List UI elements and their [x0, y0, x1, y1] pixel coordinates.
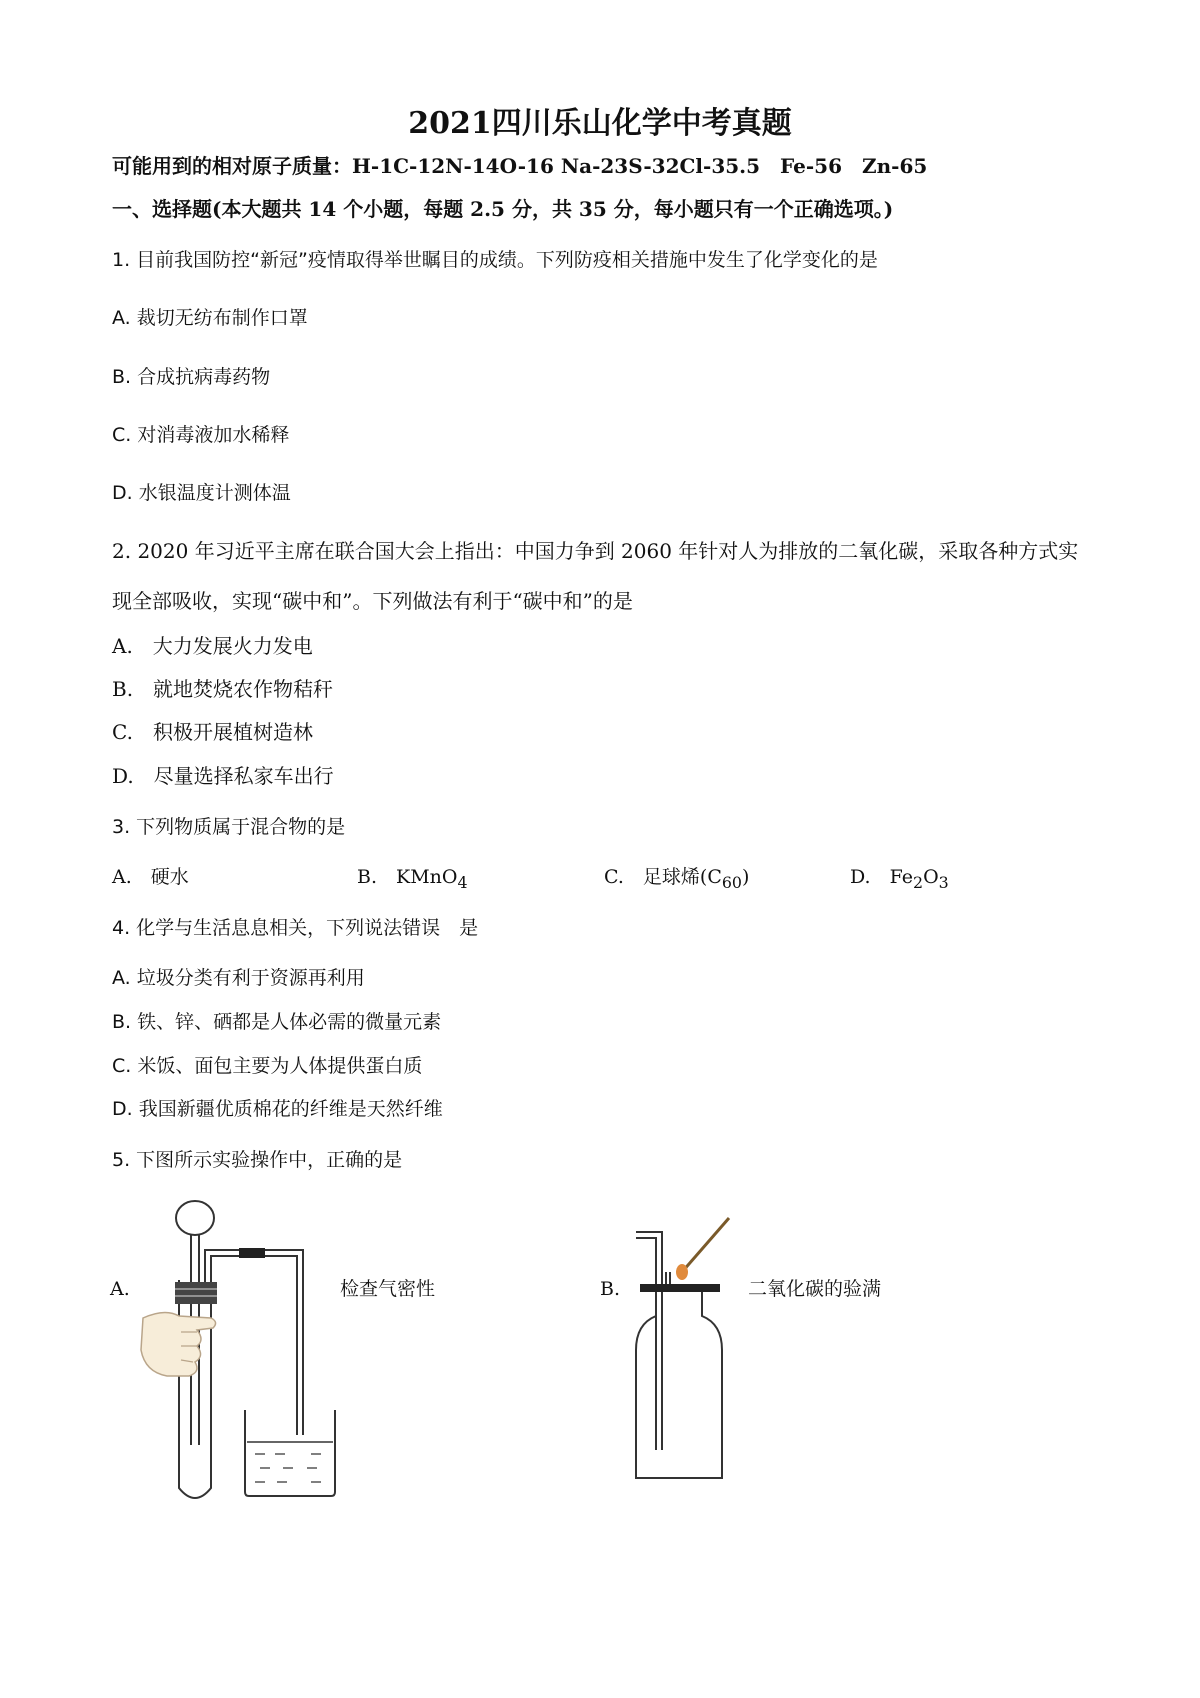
- option-c-suffix: ): [742, 866, 750, 888]
- question-5-option-a-letter: A.: [110, 1278, 130, 1300]
- subscript: 60: [721, 872, 743, 892]
- section-heading: 一、选择题(本大题共 14 个小题，每题 2.5 分，共 35 分，每小题只有一个正确选项。): [112, 197, 894, 221]
- question-2-stem-line1: 2. 2020 年习近平主席在联合国大会上指出：中国力争到 2060 年针对人为排放的二氧化碳，采取各种方式实: [112, 539, 1079, 563]
- question-2-stem-line2: 现全部吸收，实现“碳中和”。下列做法有利于“碳中和”的是: [112, 589, 633, 613]
- question-2-option-a: A. 大力发展火力发电: [112, 634, 313, 658]
- subscript: 4: [457, 872, 468, 892]
- question-4-option-a: A. 垃圾分类有利于资源再利用: [112, 967, 365, 989]
- question-3-option-b: [357, 863, 468, 897]
- question-3-option-d: [850, 863, 949, 897]
- page-title: 2021四川乐山化学中考真题: [408, 106, 792, 141]
- subscript: 2: [912, 872, 924, 892]
- question-2-option-c: C. 积极开展植树造林: [112, 720, 313, 744]
- question-2-option-d: D. 尽量选择私家车出行: [112, 764, 334, 788]
- question-3-option-c: [604, 863, 749, 897]
- option-b-text: B. KMnO: [357, 866, 458, 888]
- question-1-stem: 1. 目前我国防控“新冠”疫情取得举世瞩目的成绩。下列防疫相关措施中发生了化学变化的是: [112, 249, 878, 271]
- question-4-stem: 4. 化学与生活息息相关，下列说法错误 是: [112, 917, 479, 939]
- question-5-option-b-letter: B.: [600, 1278, 621, 1300]
- option-d-text: D. Fe: [850, 866, 913, 888]
- question-5-stem: 5. 下图所示实验操作中，正确的是: [112, 1149, 403, 1171]
- subscript: 3: [938, 872, 949, 892]
- question-2-option-b: B. 就地焚烧农作物秸秆: [112, 677, 334, 701]
- airtightness-check-figure: [135, 1190, 345, 1510]
- question-4-option-c: C. 米饭、面包主要为人体提供蛋白质: [112, 1055, 423, 1077]
- option-c-text: C. 足球烯(C: [604, 866, 722, 888]
- co2-full-check-figure: [626, 1210, 746, 1480]
- question-1-option-c: C. 对消毒液加水稀释: [112, 424, 290, 446]
- question-5-option-a-label: 检查气密性: [340, 1278, 436, 1300]
- question-3-option-a: A. 硬水: [112, 866, 189, 888]
- question-1-option-a: A. 裁切无纺布制作口罩: [112, 307, 308, 329]
- option-d-mid: O: [923, 866, 939, 888]
- question-5-option-b-label: 二氧化碳的验满: [748, 1278, 882, 1300]
- atomic-masses-note: 可能用到的相对原子质量：H-1C-12N-14O-16 Na-23S-32Cl-35.5 Fe-56 Zn-65: [112, 154, 928, 178]
- question-3-stem: 3. 下列物质属于混合物的是: [112, 816, 346, 838]
- question-4-option-b: B. 铁、锌、硒都是人体必需的微量元素: [112, 1011, 442, 1033]
- question-4-option-d: D. 我国新疆优质棉花的纤维是天然纤维: [112, 1098, 443, 1120]
- question-1-option-d: D. 水银温度计测体温: [112, 482, 291, 504]
- question-1-option-b: B. 合成抗病毒药物: [112, 366, 271, 388]
